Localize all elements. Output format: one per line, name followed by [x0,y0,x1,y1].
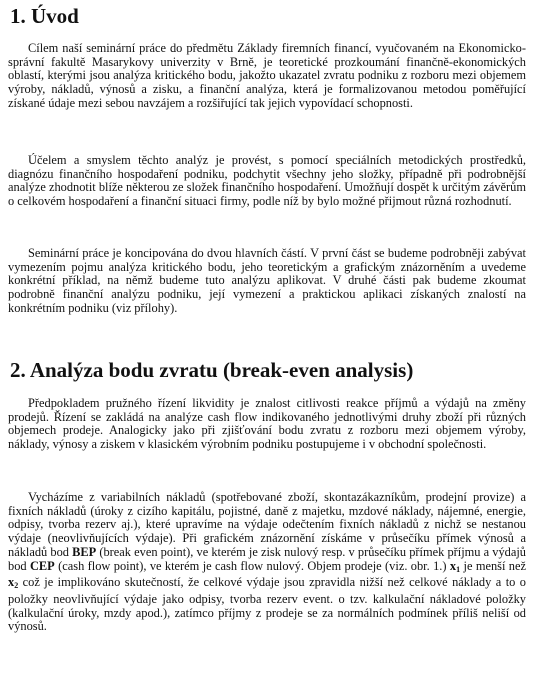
paragraph [8,491,526,634]
text-run: je menší než [460,558,527,573]
text-run: (break even point), ve kterém je zisk nulový resp. v průsečíku přímek příjmu a výdajů bod [8,544,526,573]
term-cep: CEP [29,558,55,573]
term-bep: BEP [72,544,97,559]
paragraph: Předpokladem pružného řízení likvidity je znalost citlivosti reakce příjmů a výdajů na změny prodejů. Řízení se zakládá na analýze cash flow indikovaného jednotlivými druhy zboží při různých objemech prodeje. Analogicky jako při zjišťování bodu zvratu z rozboru mezi objemem výroby, náklady, výnosy a ziskem v klasickém výrobním podniku postupujeme i v obchodní společnosti. [8,396,526,452]
section-heading-uvod: 1. Úvod [10,4,79,28]
paragraph: Seminární práce je koncipována do dvou hlavních částí. V první část se budeme podrobněji zabývat vymezením pojmu analýza kritického bodu, jeho teoretickým a grafickým znázorněním a uvedeme konkrétní příklad, na němž budeme tuto analýzu aplikovat. V druhé části pak budeme zkoumat podrobně finanční analýzu podniku, její vymezení a praktickou aplikaci získaných znalostí na konkrétním podniku (viz přílohy). [8,246,526,315]
paragraph: Cílem naší seminární práce do předmětu Základy firemních financí, vyučovaném na Ekonomicko-správní fakultě Masarykovy univerzity v Brně, je teoretické prozkoumání finančně-ekonomických oblastí, kterými jsou analýza kritického bodu, jakožto ukazatel zvratu podniku z rozboru mezi objemem výroby, nákladů, výnosů a zisku, a finanční analýza, která je formalizovanou metodou poměřující získané údaje mezi sebou navzájem a rozšiřující tak jejich vypovídací schopnosti. [8,41,526,110]
variable-x2: $x_2$ [8,575,19,591]
section-heading-break-even: 2. Analýza bodu zvratu (break-even analysis) [10,358,414,382]
text-run: (cash flow point), ve kterém je cash flow nulový. Objem prodeje (viz. obr. 1.) [54,558,450,573]
text-run: Vycházíme z variabilních nákladů (spotřebované zboží, skontazákazníkům, prodejní provize) a fixních nákladů (úroky z cizího kapitálu, pojistné, daně z majetku, mzdové náklady, nájemné, energie, odpisy, tvorba rezerv aj.), které upravíme na výdaje odečtením fixních nákladů z nichž se nestanou výdaje (neovlivňujících výdaje). Při grafickém znázornění získáme v průsečíku přímek výnosů a nákladů bod [8,490,526,559]
text-run: což je implikováno skutečností, že celkové výdaje jsou zpravidla nižší než celkové náklady a to o položky neovlivňující výdaje jako odpisy, tvorba rezerv event. o tzv. kalkulační nákladové položky (kalkulační úroky, mzdy apod.), zatímco příjmy z prodeje se za normálních podmínek příliš neliší od výnosů. [8,575,526,634]
paragraph: Účelem a smyslem těchto analýz je provést, s pomocí speciálních metodických prostředků, diagnózu finančního hospodaření podniku, podchytit všechny jeho složky, případně při podrobnější analýze zhodnotit blíže některou ze složek finančního hospodaření. Umožňují dospět k určitým závěrům o celkovém hospodaření a finanční situaci firmy, podle níž by bylo možné přijmout různá rozhodnutí. [8,153,526,209]
variable-x1: $x_1$ [449,558,461,574]
